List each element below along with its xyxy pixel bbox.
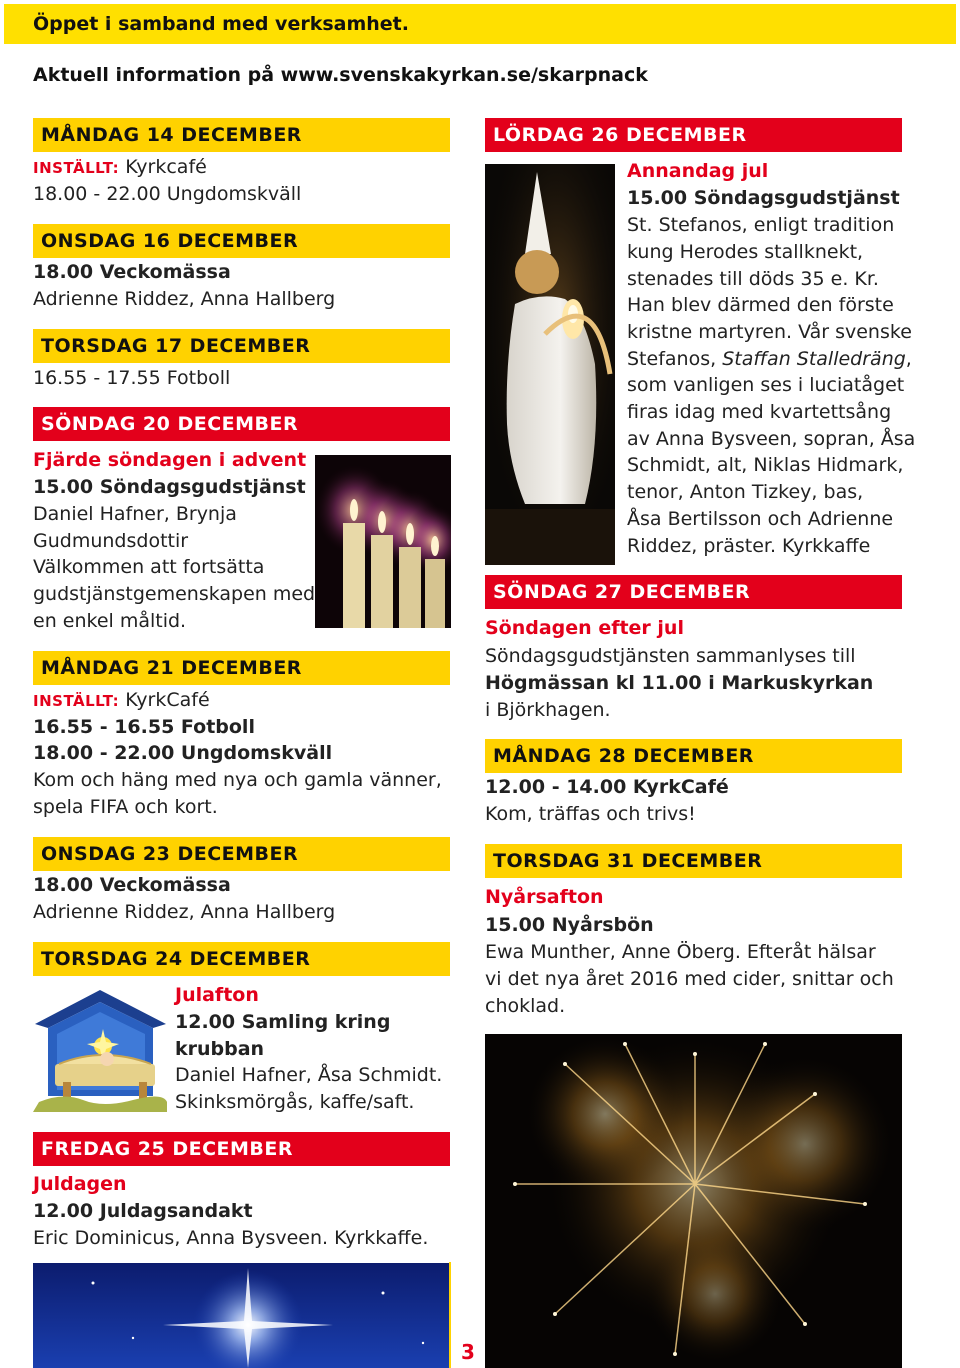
sat26-line5: Han blev därmed den förste	[627, 294, 894, 316]
heading-mon28: MÅNDAG 28 DECEMBER	[485, 739, 902, 773]
heading-mon14: MÅNDAG 14 DECEMBER	[33, 118, 450, 152]
wed16-line1: 18.00 Veckomässa	[33, 261, 231, 283]
stefanos-figure-image	[485, 164, 615, 565]
mon21-cancelled	[33, 687, 210, 715]
sat26-line2: St. Stefanos, enligt tradition	[627, 214, 895, 236]
heading-fri25: FREDAG 25 DECEMBER	[33, 1132, 450, 1166]
heading-sat26: LÖRDAG 26 DECEMBER	[485, 118, 902, 152]
heading-mon21: MÅNDAG 21 DECEMBER	[33, 651, 450, 685]
sat26-line1: 15.00 Söndagsgudstjänst	[627, 187, 900, 209]
figure-picture	[485, 164, 615, 565]
mon21-line3: Kom och häng med nya och gamla vänner,	[33, 769, 442, 791]
sat26-line14: Riddez, präster. Kyrkkaffe	[627, 535, 871, 557]
star-picture	[33, 1263, 450, 1368]
heading-thu31: TORSDAG 31 DECEMBER	[485, 844, 902, 878]
cancelled-label: INSTÄLLT:	[33, 159, 120, 177]
thu31-line1: 15.00 Nyårsbön	[485, 914, 654, 936]
top-banner	[4, 4, 956, 44]
sat26-line8: som vanligen ses i luciatåget	[627, 374, 905, 396]
sat26-line11: Schmidt, alt, Niklas Hidmark,	[627, 454, 904, 476]
heading-sun27: SÖNDAG 27 DECEMBER	[485, 575, 902, 609]
sun20-line6: en enkel måltid.	[33, 610, 187, 632]
sun27-subtitle: Söndagen efter jul	[485, 617, 684, 639]
mon28-line2: Kom, träffas och trivs!	[485, 803, 696, 825]
nativity-image	[33, 984, 168, 1112]
heading-thu24: TORSDAG 24 DECEMBER	[33, 942, 450, 976]
thu31-subtitle: Nyårsafton	[485, 886, 604, 908]
mon21-line2: 18.00 - 22.00 Ungdomskväll	[33, 742, 333, 764]
mon21-line1: 16.55 - 16.55 Fotboll	[33, 716, 255, 738]
cancelled-event: Kyrkcafé	[125, 156, 207, 178]
star-image	[33, 1263, 450, 1368]
sat26-line7	[627, 346, 912, 373]
info-line: Aktuell information på www.svenskakyrkan.se/skarpnack	[33, 64, 648, 86]
sat26-subtitle: Annandag jul	[627, 160, 769, 182]
banner-text: Öppet i samband med verksamhet.	[33, 13, 409, 35]
sat26-line6: kristne martyren. Vår svenske	[627, 321, 912, 343]
sun27-line3: i Björkhagen.	[485, 699, 611, 721]
thu24-line4: Skinksmörgås, kaffe/saft.	[175, 1091, 415, 1113]
fri25-subtitle: Juldagen	[33, 1173, 127, 1195]
fireworks-picture	[485, 1034, 902, 1368]
thu31-line4: choklad.	[485, 995, 566, 1017]
heading-thu17: TORSDAG 17 DECEMBER	[33, 329, 450, 363]
mon21-line4: spela FIFA och kort.	[33, 796, 218, 818]
page-number: 3	[461, 1340, 475, 1364]
thu24-line1: 12.00 Samling kring	[175, 1011, 391, 1033]
line7-b: Staffan Stalledräng	[722, 348, 906, 370]
line7-a: Stefanos,	[627, 348, 717, 370]
sun20-line3: Gudmundsdottir	[33, 530, 189, 552]
mon14-cancelled	[33, 154, 207, 182]
fri25-line1: 12.00 Juldagsandakt	[33, 1200, 253, 1222]
candles-image	[315, 455, 451, 628]
thu17-line1: 16.55 - 17.55 Fotboll	[33, 367, 231, 389]
mon28-line1: 12.00 - 14.00 KyrkCafé	[485, 776, 729, 798]
cancelled-label: INSTÄLLT:	[33, 692, 120, 710]
sun20-subtitle: Fjärde söndagen i advent	[33, 449, 307, 471]
sun20-line2: Daniel Hafner, Brynja	[33, 503, 237, 525]
line7-c: ,	[905, 348, 912, 370]
candles-picture	[315, 455, 451, 628]
heading-sun20: SÖNDAG 20 DECEMBER	[33, 407, 450, 441]
sat26-line9: firas idag med kvartettsång	[627, 401, 892, 423]
fireworks-image	[485, 1034, 902, 1368]
sat26-line12: tenor, Anton Tizkey, bas,	[627, 481, 864, 503]
fri25-line2: Eric Dominicus, Anna Bysveen. Kyrkkaffe.	[33, 1227, 429, 1249]
thu31-line2: Ewa Munther, Anne Öberg. Efteråt hälsar	[485, 941, 876, 963]
wed23-line2: Adrienne Riddez, Anna Hallberg	[33, 901, 336, 923]
thu24-line2: krubban	[175, 1038, 265, 1060]
cancelled-event: KyrkCafé	[125, 689, 210, 711]
heading-wed16: ONSDAG 16 DECEMBER	[33, 224, 450, 258]
wed23-line1: 18.00 Veckomässa	[33, 874, 231, 896]
sun27-line1: Söndagsgudstjänsten sammanlyses till	[485, 645, 856, 667]
thu24-subtitle: Julafton	[175, 984, 259, 1006]
sun27-line2: Högmässan kl 11.00 i Markuskyrkan	[485, 672, 874, 694]
wed16-line2: Adrienne Riddez, Anna Hallberg	[33, 288, 336, 310]
sat26-line4: stenades till döds 35 e. Kr.	[627, 268, 879, 290]
sat26-line10: av Anna Bysveen, sopran, Åsa	[627, 428, 916, 450]
mon14-line1: 18.00 - 22.00 Ungdomskväll	[33, 183, 302, 205]
sun20-line5: gudstjänstgemenskapen med	[33, 583, 316, 605]
crib-picture	[33, 984, 168, 1112]
sat26-line3: kung Herodes stallknekt,	[627, 241, 864, 263]
sat26-line13: Åsa Bertilsson och Adrienne	[627, 508, 894, 530]
thu24-line3: Daniel Hafner, Åsa Schmidt.	[175, 1064, 443, 1086]
divider-line	[449, 1262, 451, 1368]
sun20-line1: 15.00 Söndagsgudstjänst	[33, 476, 306, 498]
heading-wed23: ONSDAG 23 DECEMBER	[33, 837, 450, 871]
thu31-line3: vi det nya året 2016 med cider, snittar och	[485, 968, 894, 990]
sun20-line4: Välkommen att fortsätta	[33, 556, 265, 578]
